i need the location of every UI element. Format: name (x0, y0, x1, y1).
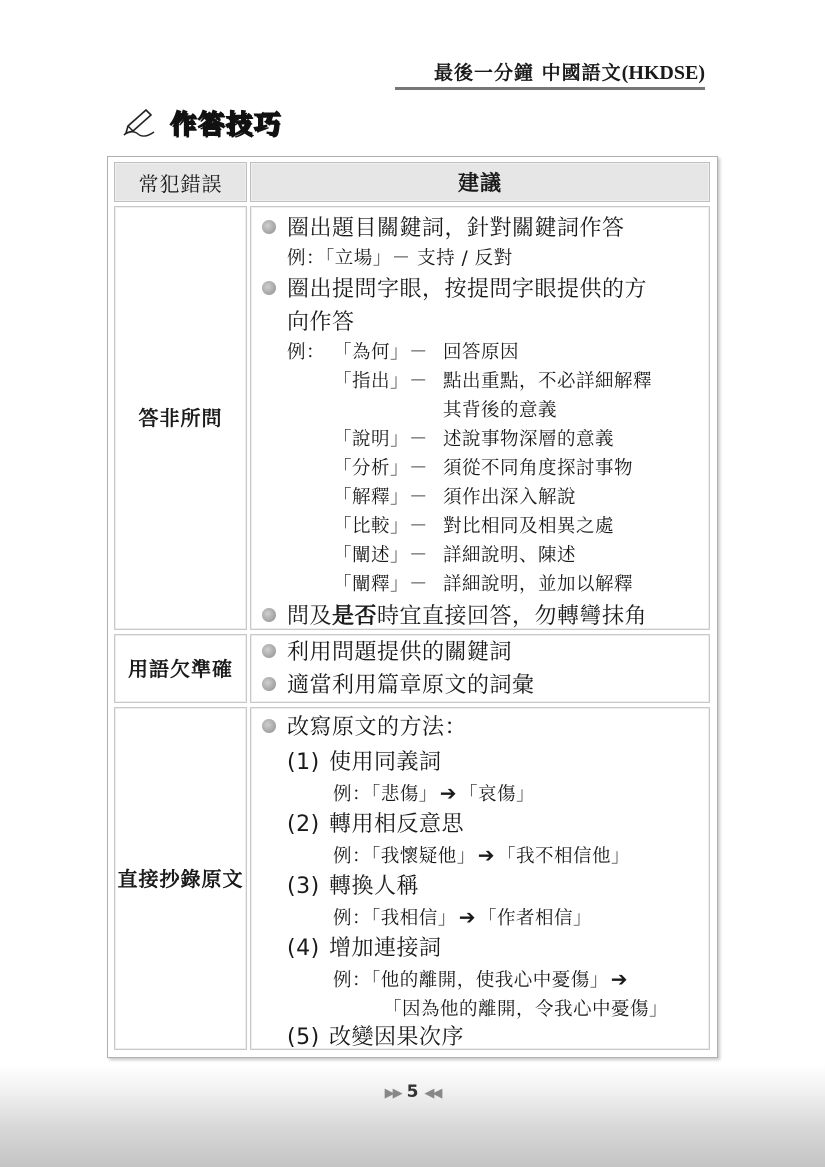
row-1-example-1: 例：「立場」－ 支持 / 反對 (287, 248, 513, 269)
method-item: (5) 改變因果次序 (287, 1025, 465, 1050)
term-desc: 述說事物深層的意義 (443, 429, 615, 450)
row-1-label-cell (114, 206, 247, 630)
subject-code: (HKDSE) (621, 62, 705, 84)
term-label: 「說明」－ (333, 429, 429, 450)
method-example: 例：「他的離開，使我心中憂傷」 ➔ (333, 967, 629, 991)
double-arrow-right-icon: ▶▶ (384, 1086, 401, 1101)
term-label: 「闡述」－ (333, 545, 429, 566)
method-example: 例：「我懷疑他」 ➔ 「我不相信他」 (333, 843, 631, 867)
row-1-example-lead: 例： (287, 342, 326, 363)
row-3-advice-cell (250, 707, 710, 1050)
book-header (395, 60, 705, 90)
term-desc: 其背後的意義 (443, 400, 558, 421)
book-title: 最後一分鐘 中國語文 (434, 62, 622, 84)
term-desc: 對比相同及相異之處 (443, 516, 615, 537)
method-example-continued: 「因為他的離開，令我心中憂傷」 (383, 999, 669, 1020)
bullet-dot (262, 608, 276, 622)
arrow-right-icon: ➔ (477, 843, 496, 867)
term-label: 「解釋」－ (333, 487, 429, 508)
arrow-right-icon: ➔ (458, 905, 477, 929)
row-3-label: 直接抄錄 原文 (117, 866, 244, 891)
bullet-dot (262, 281, 276, 295)
method-item: (1) 使用同義詞 (287, 750, 442, 775)
row-3-bullet-1: 改寫原文的方法： (287, 715, 468, 740)
row-1-bullet-2-line-2: 向作答 (287, 310, 355, 335)
row-1-bullet-1: 圈出題目關鍵詞，針對關鍵詞作答 (287, 216, 625, 241)
row-2-bullet-1: 利用問題提供的關鍵詞 (287, 640, 513, 665)
term-label: 「比較」－ (333, 516, 429, 537)
bullet-dot (262, 719, 276, 733)
method-example: 例：「我相信」 ➔ 「作者相信」 (333, 905, 593, 929)
bullet-dot (262, 220, 276, 234)
term-label: 「闡釋」－ (333, 574, 429, 595)
bullet-dot (262, 677, 276, 691)
bullet-dot (262, 644, 276, 658)
row-3-label-cell (114, 707, 247, 1050)
term-desc: 須從不同角度探討事物 (443, 458, 634, 479)
row-2-advice-cell (250, 634, 710, 703)
term-desc: 詳細說明、陳述 (443, 545, 577, 566)
row-2-label-cell (114, 634, 247, 703)
pen-writing-icon (122, 107, 156, 137)
double-arrow-left-icon: ◀◀ (424, 1086, 441, 1101)
row-1-advice-cell (250, 206, 710, 630)
row-2-label: 用語欠準確 (128, 656, 233, 681)
term-desc: 詳細說明，並加以解釋 (443, 574, 634, 595)
advice-header: 建議 (458, 171, 502, 195)
row-1-bullet-2-line-1: 圈出提問字眼，按提問字眼提供的方 (287, 277, 648, 302)
term-desc: 回答原因 (443, 342, 520, 363)
method-item: (2) 轉用相反意思 (287, 812, 465, 837)
mistake-header-cell (114, 162, 247, 202)
term-label: 「為何」－ (333, 342, 429, 363)
emphasis-text: 是否 (332, 604, 378, 629)
method-item: (4) 增加連接詞 (287, 936, 442, 961)
row-1-label: 答非所問 (138, 406, 223, 430)
mistake-header: 常犯錯誤 (138, 171, 223, 196)
section-title: 作答技巧 (170, 109, 283, 140)
arrow-right-icon: ➔ (439, 781, 458, 805)
method-example: 例：「悲傷」 ➔ 「哀傷」 (333, 781, 536, 805)
page-number: ▶▶ 5 ◀◀ (384, 1082, 441, 1102)
term-label: 「分析」－ (333, 458, 429, 479)
term-desc: 須作出深入解說 (443, 487, 577, 508)
section-heading (122, 102, 282, 142)
arrow-right-icon: ➔ (610, 967, 629, 991)
term-label: 「指出」－ (333, 371, 429, 392)
footer-band (0, 1064, 825, 1167)
advice-table (107, 156, 718, 1058)
row-2-bullet-2: 適當利用篇章原文的詞彙 (287, 673, 535, 698)
advice-header-cell (250, 162, 710, 202)
method-item: (3) 轉換人稱 (287, 874, 420, 899)
row-1-bullet-3: 問及是否時宜直接回答，勿轉彎抹角 (287, 604, 648, 629)
term-desc: 點出重點，不必詳細解釋 (443, 371, 653, 392)
